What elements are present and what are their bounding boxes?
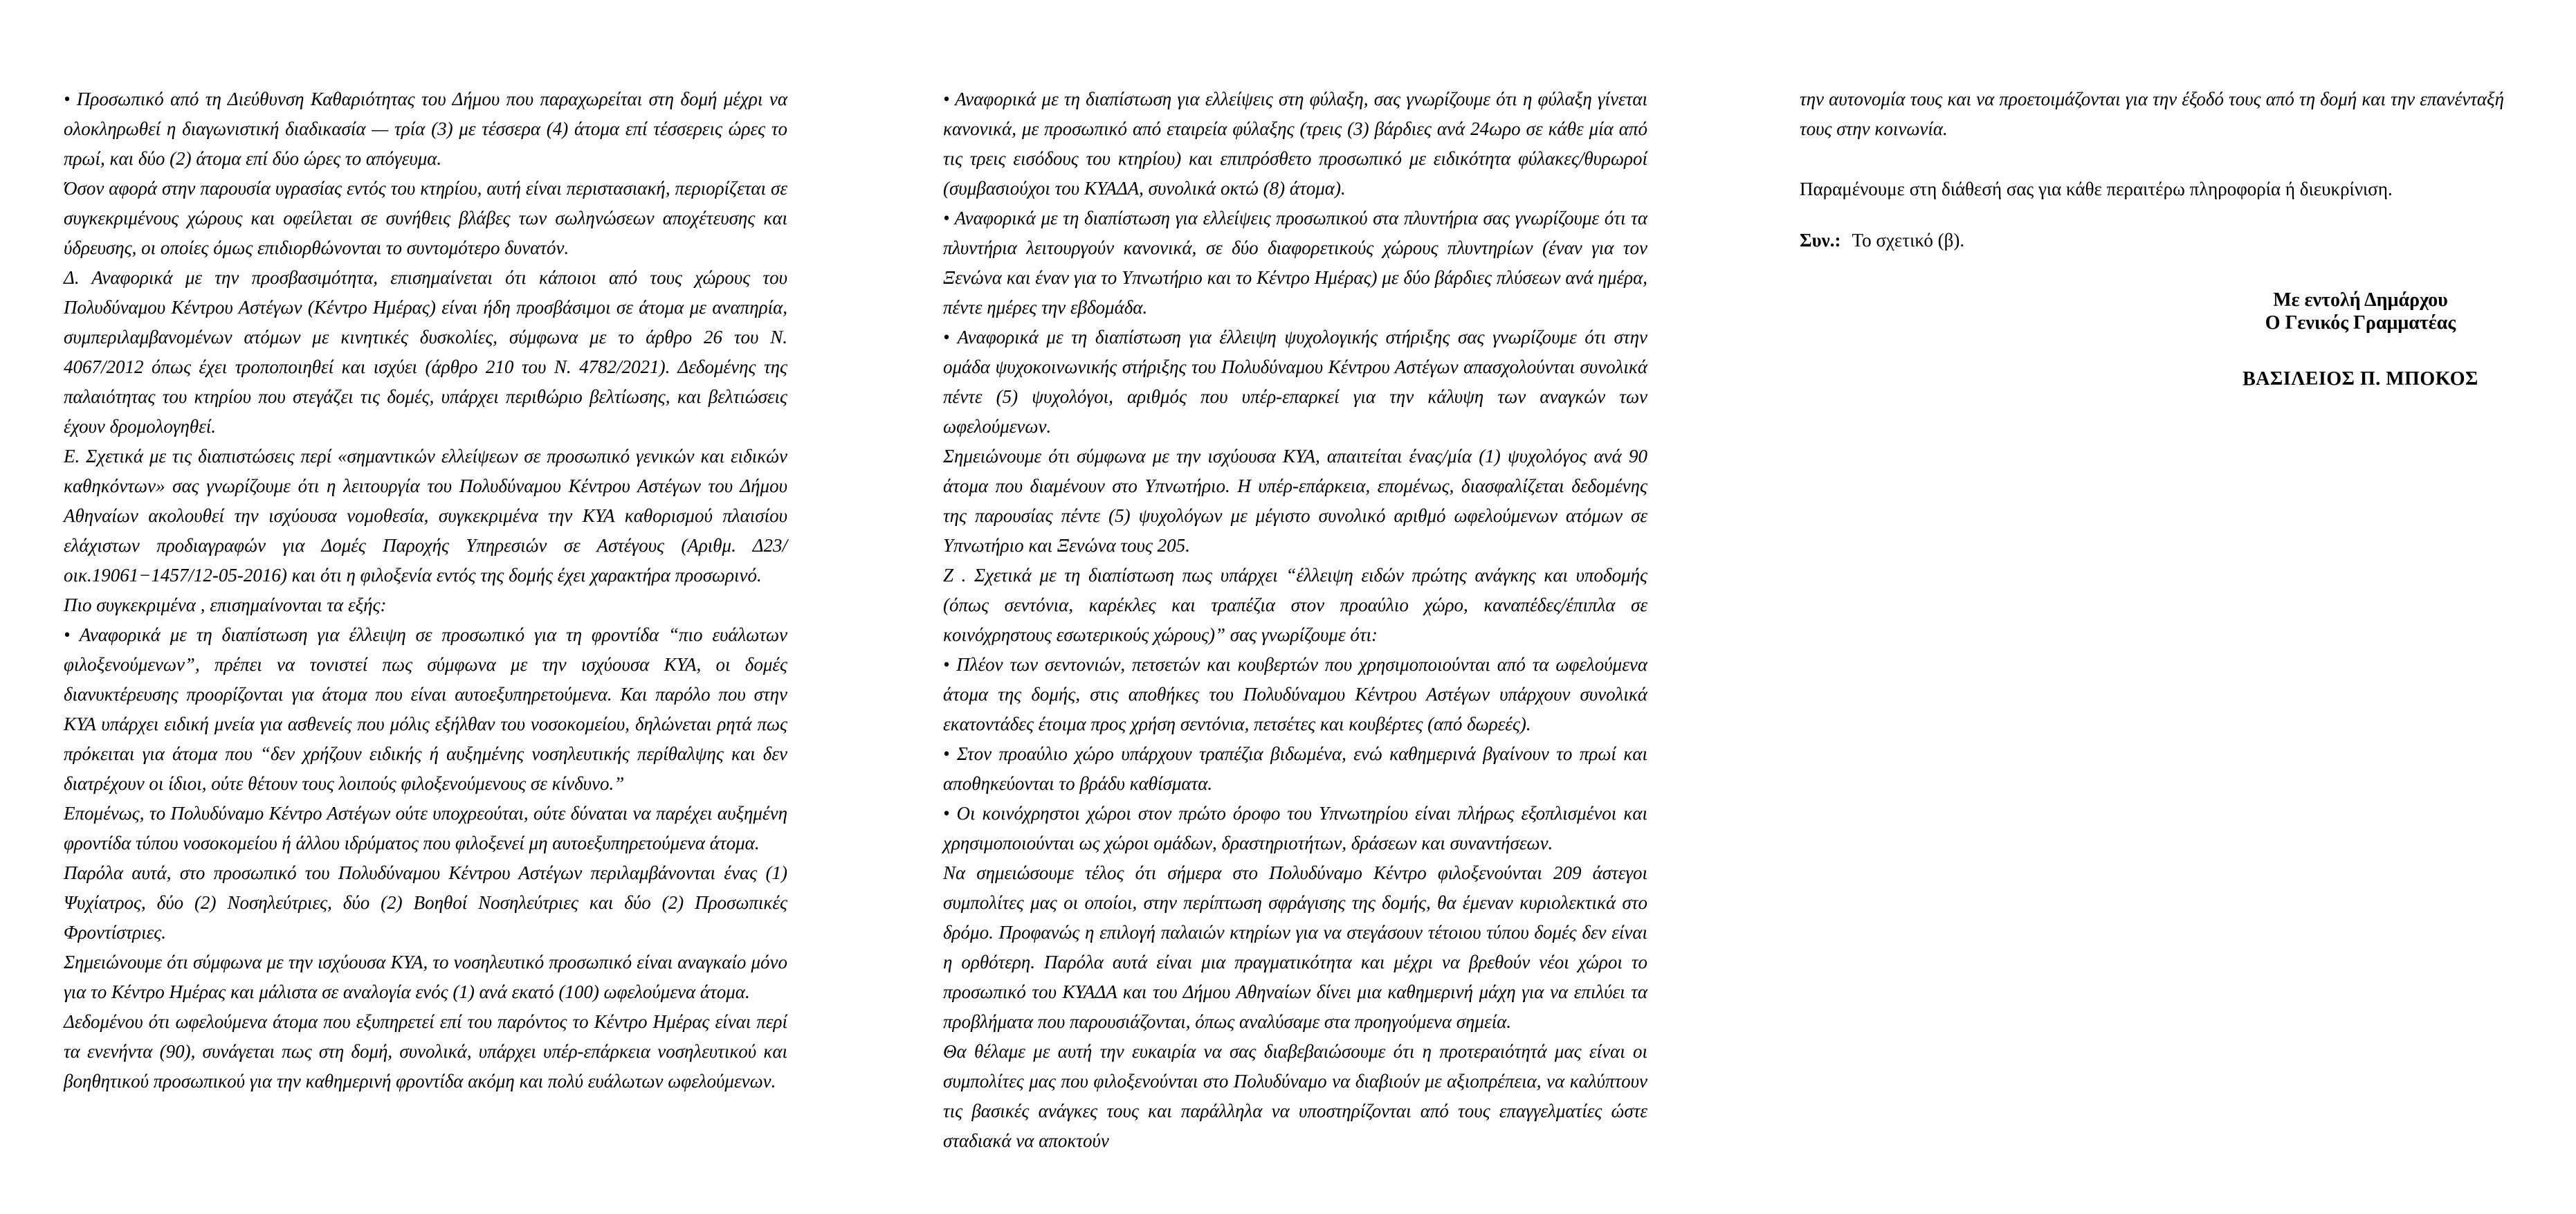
paragraph: • Στον προαύλιο χώρο υπάρχουν τραπέζια βιδωμένα, ενώ καθημερινά βγαίνουν το πρωί και αποθηκεύονται το βράδυ καθίσματα. xyxy=(943,743,1647,794)
paragraph: • Αναφορικά με τη διαπίστωση για έλλειψη σε προσωπικό για τη φροντίδα “πιο ευάλωτων φιλοξενούμενων”, πρέπει να τονιστεί πως σύμφωνα με την ισχύουσα ΚΥΑ, οι δομές διανυκτέρευσης προορίζονται για άτομα που είναι αυτοεξυπηρετούμενα. Και παρόλο που στην ΚΥΑ υπάρχει ειδική μνεία για ασθενείς που μόλις εξήλθαν του νοσοκομείου, δηλώνεται ρητά πως πρόκειται για άτομα που “δεν χρήζουν ειδικής ή αυξημένης νοσηλευτικής περίθαλψης και δεν διατρέχουν οι ίδιοι, ούτε θέτουν τους λοιπούς φιλοξενούμενους σε κίνδυνο.” xyxy=(64,624,787,794)
paragraph: Επομένως, το Πολυδύναμο Κέντρο Αστέγων ούτε υποχρεούται, ούτε δύναται να παρέχει αυξημένη φροντίδα τύπου νοσοκομείου ή άλλου ιδρύματος που φιλοξενεί μη αυτοεξυπηρετούμενα άτομα. xyxy=(64,803,787,853)
paragraph: Ζ . Σχετικά με τη διαπίστωση πως υπάρχει “έλλειψη ειδών πρώτης ανάγκης και υποδομής (όπως σεντόνια, καρέκλες και τραπέζια στον προαύλιο χώρο, καναπέδες/έπιπλα σε κοινόχρηστους εσωτερικούς χώρους)” σας γνωρίζουμε ότι: xyxy=(943,565,1647,645)
column-left xyxy=(64,84,787,1096)
closing-line: Παραμένουμε στη διάθεσή σας για κάθε περαιτέρω πληροφορία ή διευκρίνιση. xyxy=(1800,179,2393,199)
paragraph: • Αναφορικά με τη διαπίστωση για ελλείψεις προσωπικού στα πλυντήρια σας γνωρίζουμε ότι τα πλυντήρια λειτουργούν κανονικά, σε δύο διαφορετικούς χώρους πλυντηρίων (έναν για τον Ξενώνα και έναν για το Υπνωτήριο και το Κέντρο Ημέρας) με δύο βάρδιες πλύσεων ανά ημέρα, πέντε ημέρες την εβδομάδα. xyxy=(943,208,1647,318)
column-right xyxy=(1800,84,2504,390)
paragraph: • Πλέον των σεντονιών, πετσετών και κουβερτών που χρησιμοποιούνται από τα ωφελούμενα άτομα της δομής, στις αποθήκες του Πολυδύναμου Κέντρου Αστέγων υπάρχουν συνολικά εκατοντάδες έτοιμα προς χρήση σεντόνια, πετσέτες και κουβέρτες (από δωρεές). xyxy=(943,654,1647,734)
paragraph: Ε. Σχετικά με τις διαπιστώσεις περί «σημαντικών ελλείψεων σε προσωπικό γενικών και ειδικών καθηκόντων» σας γνωρίζουμε ότι η λειτουργία του Πολυδύναμου Κέντρου Αστέγων του Δήμου Αθηναίων ακολουθεί την ισχύουσα νομοθεσία, συγκεκριμένα την ΚΥΑ καθορισμού πλαισίου ελάχιστων προδιαγραφών για Δομές Παροχής Υπηρεσιών σε Αστέγους (Αριθμ. Δ23/οικ.19061−1457/12-05-2016) και ότι η φιλοξενία εντός της δομής έχει χαρακτήρα προσωρινό. xyxy=(64,446,787,586)
paragraph: Παρόλα αυτά, στο προσωπικό του Πολυδύναμου Κέντρου Αστέγων περιλαμβάνονται ένας (1) Ψυχίατρος, δύο (2) Νοσηλεύτριες, δύο (2) Βοηθοί Νοσηλεύτριες και δύο (2) Προσωπικές Φροντίστριες. xyxy=(64,862,787,943)
paragraph: Σημειώνουμε ότι σύμφωνα με την ισχύουσα ΚΥΑ, το νοσηλευτικό προσωπικό είναι αναγκαίο μόνο για το Κέντρο Ημέρας και μάλιστα σε αναλογία ενός (1) ανά εκατό (100) ωφελούμενα άτομα. xyxy=(64,952,787,1002)
signature-block xyxy=(2186,289,2535,390)
paragraph: Όσον αφορά στην παρουσία υγρασίας εντός του κτηρίου, αυτή είναι περιστασιακή, περιορίζεται σε συγκεκριμένους χώρους και οφείλεται σε συνήθεις βλάβες των σωληνώσεων αποχέτευσης και ύδρευσης, οι οποίες όμως επιδιορθώνονται το συντομότερο δυνατόν. xyxy=(64,178,787,258)
paragraph: Σημειώνουμε ότι σύμφωνα με την ισχύουσα ΚΥΑ, απαιτείται ένας/μία (1) ψυχολόγος ανά 90 άτομα που διαμένουν στο Υπνωτήριο. Η υπέρ-επάρκεια, επομένως, διασφαλίζεται δεδομένης της παρουσίας πέντε (5) ψυχολόγων με μέγιστο συνολικό αριθμό ωφελούμενων ατόμων σε Υπνωτήριο και Ξενώνα τους 205. xyxy=(943,446,1647,556)
signature-by-order: Με εντολή Δημάρχου xyxy=(2273,289,2448,311)
column-middle xyxy=(943,84,1647,1156)
attachment-line xyxy=(1800,226,2504,255)
paragraph: Να σημειώσουμε τέλος ότι σήμερα στο Πολυδύναμο Κέντρο φιλοξενούνται 209 άστεγοι συμπολίτες μας οι οποίοι, στην περίπτωση σφράγισης της δομής, θα έμεναν κυριολεκτικά στο δρόμο. Προφανώς η επιλογή παλαιών κτηρίων για να στεγάσουν τέτοιου τύπου δομές δεν είναι η ορθότερη. Παρόλα αυτά είναι μια πραγματικότητα και μέχρι να βρεθούν νέοι χώροι το προσωπικό του ΚΥΑΔΑ και του Δήμου Αθηναίων δίνει μια καθημερινή μάχη για να επιλύει τα προβλήματα που παρουσιάζονται, όπως αναλύσαμε στα προηγούμενα σημεία. xyxy=(943,862,1647,1032)
attachment-label: Συν.: xyxy=(1800,230,1841,251)
paragraph: • Προσωπικό από τη Διεύθυνση Καθαριότητας του Δήμου που παραχωρείται στη δομή μέχρι να ολοκληρωθεί η διαγωνιστική διαδικασία — τρία (3) με τέσσερα (4) άτομα επί τέσσερεις ώρες το πρωί, και δύο (2) άτομα επί δύο ώρες το απόγευμα. xyxy=(64,89,787,169)
attachment-text: Το σχετικό (β). xyxy=(1852,230,1965,251)
paragraph: • Αναφορικά με τη διαπίστωση για έλλειψη ψυχολογικής στήριξης σας γνωρίζουμε ότι στην ομάδα ψυχοκοινωνικής στήριξης του Πολυδύναμου Κέντρου Αστέγων απασχολούνται συνολικά πέντε (5) ψυχολόγοι, αριθμός που υπέρ-επαρκεί για την κάλυψη των αναγκών των ωφελούμενων. xyxy=(943,327,1647,437)
paragraph: Πιο συγκεκριμένα , επισημαίνονται τα εξής: xyxy=(64,595,387,615)
paragraph: Θα θέλαμε με αυτή την ευκαιρία να σας διαβεβαιώσουμε ότι η προτεραιότητά μας είναι οι συμπολίτες μας που φιλοξενούνται στο Πολυδύναμο να διαβιούν με αξιοπρέπεια, να καλύπτουν τις βασικές ανάγκες τους και παράλληλα να υποστηρίζονται από τους επαγγελματίες ώστε σταδιακά να αποκτούν xyxy=(943,1041,1647,1151)
signature-title: Ο Γενικός Γραμματέας xyxy=(2265,312,2456,334)
paragraph-continuation: την αυτονομία τους και να προετοιμάζονται για την έξοδό τους από τη δομή και την επανένταξή τους στην κοινωνία. xyxy=(1800,89,2504,139)
paragraph: Δεδομένου ότι ωφελούμενα άτομα που εξυπηρετεί επί του παρόντος το Κέντρο Ημέρας είναι περί τα ενενήντα (90), συνάγεται πως στη δομή, συνολικά, υπάρχει υπέρ-επάρκεια νοσηλευτικού και βοηθητικού προσωπικού για την καθημερινή φροντίδα ακόμη και πολύ ευάλωτων ωφελούμενων. xyxy=(64,1011,787,1091)
paragraph: • Οι κοινόχρηστοι χώροι στον πρώτο όροφο του Υπνωτηρίου είναι πλήρως εξοπλισμένοι και χρησιμοποιούνται ως χώροι ομάδων, δραστηριοτήτων, δράσεων και συναντήσεων. xyxy=(943,803,1647,853)
paragraph: Δ. Αναφορικά με την προσβασιμότητα, επισημαίνεται ότι κάποιοι από τους χώρους του Πολυδύναμου Κέντρου Αστέγων (Κέντρο Ημέρας) είναι ήδη προσβάσιμοι σε άτομα με αναπηρία, συμπεριλαμβανομένων ατόμων με κινητικές δυσκολίες, σύμφωνα με το άρθρο 26 του Ν. 4067/2012 όπως έχει τροποποιηθεί και ισχύει (άρθρο 210 του Ν. 4782/2021). Δεδομένης της παλαιότητας του κτηρίου που στεγάζει τις δομές, υπάρχει περιθώριο βελτίωσης, και βελτιώσεις έχουν δρομολογηθεί. xyxy=(64,267,787,437)
signature-name: ΒΑΣΙΛΕΙΟΣ Π. ΜΠΟΚΟΣ xyxy=(2242,368,2478,390)
paragraph: • Αναφορικά με τη διαπίστωση για ελλείψεις στη φύλαξη, σας γνωρίζουμε ότι η φύλαξη γίνεται κανονικά, με προσωπικό από εταιρεία φύλαξης (τρεις (3) βάρδιες ανά 24ωρο σε κάθε μία από τις τρεις εισόδους του κτηρίου) και επιπρόσθετο προσωπικό με ειδικότητα φύλακες/θυρωροί (συμβασιούχοι του ΚΥΑΔΑ, συνολικά οκτώ (8) άτομα). xyxy=(943,89,1647,199)
